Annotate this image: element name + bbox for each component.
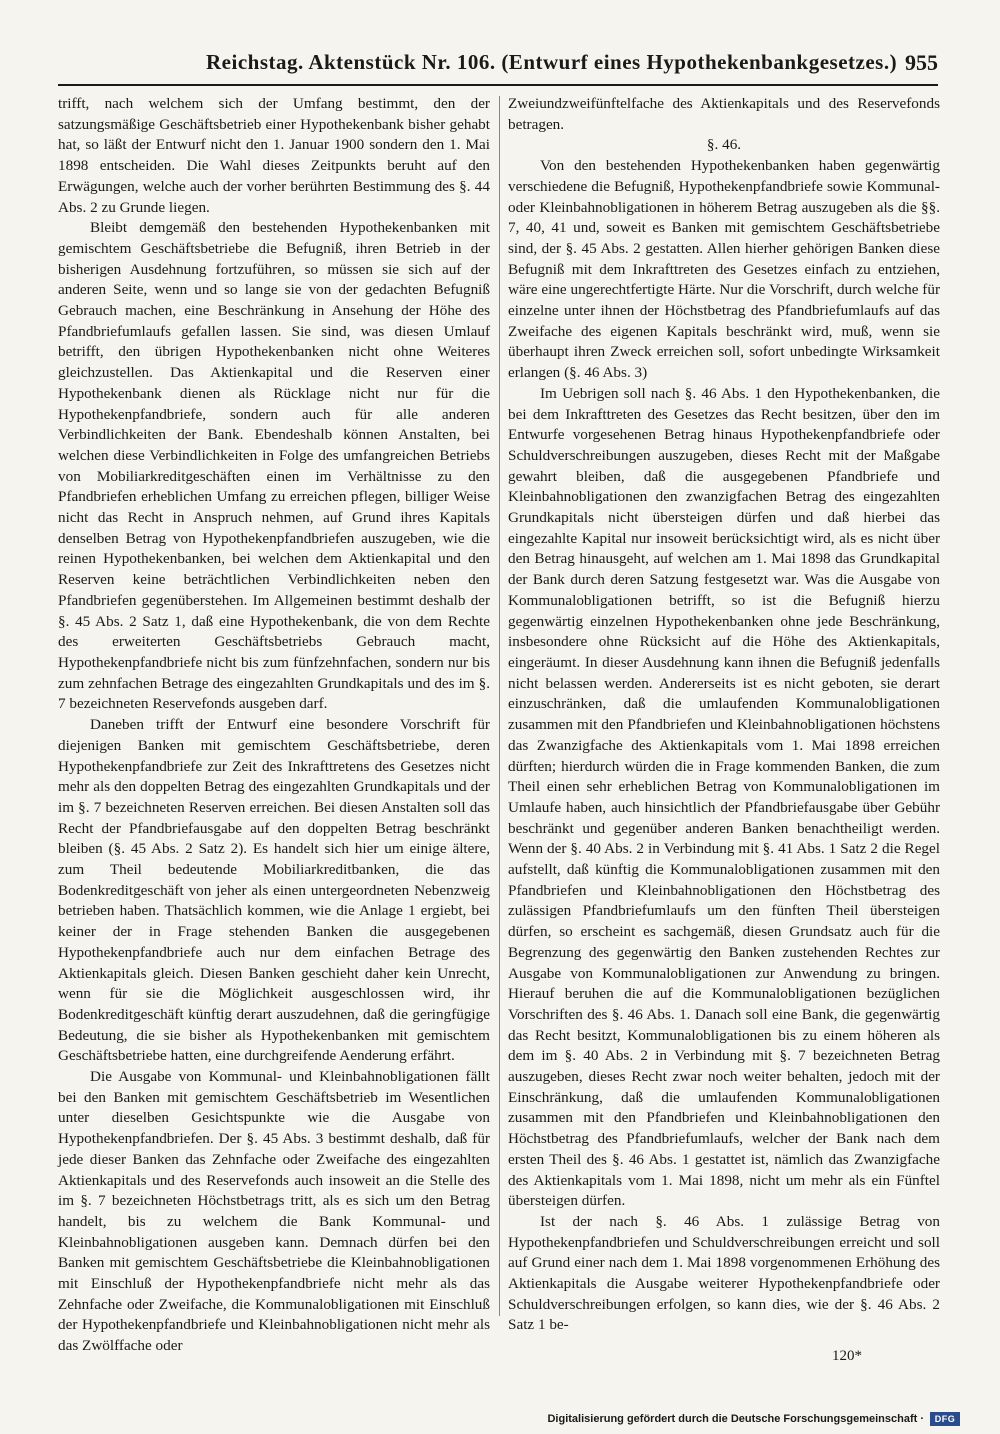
left-column xyxy=(58,94,490,1357)
paragraph: Die Ausgabe von Kommunal- und Kleinbahnobligationen fällt bei den Banken mit gemischtem Geschäftsbetrieb im Wesentlichen unter dieselben Gesichtspunkte wie die Ausgabe von Hypothekenpfandbriefen. Der §. 45 Abs. 3 bestimmt deshalb, daß für jede dieser Banken das Zehnfache oder Zweifache des eingezahlten Aktienkapitals und des Reservefonds auch insoweit an die Stelle des im §. 7 bezeichneten Höchstbetrags tritt, als es sich um den Betrag handelt, bis zu welchem die Bank Kommunal- und Kleinbahnobligationen ausgeben kann. Demnach dürfen bei den Banken mit gemischtem Geschäftsbetriebe die Kleinbahnobligationen mit Einschluß der Hypothekenpfandbriefe nicht mehr als das Zehnfache oder Zweifache, die Kommunalobligationen mit Einschluß der Hypothekenpfandbriefe und Kleinbahnobligationen nicht mehr als das Zwölffache oder xyxy=(58,1068,490,1355)
paragraph: Zweiundzweifünftelfache des Aktienkapitals und des Reservefonds betragen. xyxy=(508,95,940,133)
page-number: 955 xyxy=(905,50,938,75)
footer-text: Digitalisierung gefördert durch die Deutsche Forschungsgemeinschaft · xyxy=(547,1413,924,1425)
paragraph: trifft, nach welchem sich der Umfang bestimmt, den der satzungsmäßige Geschäftsbetrieb einer Hypothekenbank bisher gehabt hat, so läßt der Entwurf nicht den 1. Januar 1900 sondern den 1. Mai 1898 entscheiden. Die Wahl dieses Zeitpunkts beruht auf den Erwägungen, welche auch der vorher berührten Bestimmung des §. 44 Abs. 2 zu Grunde liegen. xyxy=(58,95,490,216)
page-header xyxy=(58,44,938,86)
paragraph: Im Uebrigen soll nach §. 46 Abs. 1 den Hypothekenbanken, die bei dem Inkrafttreten des Gesetzes das Recht besitzen, über den im Entwurfe vorgesehenen Betrag hinaus Hypothekenpfandbriefe oder Schuldverschreibungen auszugeben, dieses Recht mit der Maßgabe gewahrt bleiben, daß die ausgegebenen Pfandbriefe und Kleinbahnobligationen den zwanzigfachen Betrag des eingezahlten Grundkapitals nicht übersteigen dürfen und daß hierbei das eingezahlte Kapital nur insoweit berücksichtigt wird, als es nicht über den Betrag hinausgeht, auf welchen am 1. Mai 1898 das Grundkapital der Bank durch deren Satzung festgesetzt war. Was die Ausgabe von Kommunalobligationen betrifft, so ist die Befugniß hierzu gegenwärtig einzelnen Hypothekenbanken ohne jede Beschränkung, insbesondere ohne Rücksicht auf die Höhe des Aktienkapitals, eingeräumt. In dieser Ausdehnung kann ihnen die Befugniß jedenfalls nicht belassen werden. Andererseits ist es nicht geboten, sie derart einzuschränken, daß die umlaufenden Kommunalobligationen zusammen mit den Pfandbriefen und Kleinbahnobligationen höchstens das Zwanzigfache des Aktienkapitals vom 1. Mai 1898 erreichen dürften; hierdurch würden die in Frage kommenden Banken, die zum Theil einen sehr erheblichen Betrag von Kommunalobligationen im Umlaufe haben, auch hinsichtlich der Pfandbriefausgabe über Gebühr beschränkt und gegenüber anderen Banken benachtheiligt werden. Wenn der §. 40 Abs. 2 in Verbindung mit §. 41 Abs. 1 Satz 2 die Regel aufstellt, daß künftig die Kommunalobligationen zusammen mit den Pfandbriefen und Kleinbahnobligationen den Höchstbetrag des zulässigen Pfandbriefumlaufs um den fünften Theil übersteigen dürfen, so erscheint es sachgemäß, diesen Grundsatz auch für die Begrenzung des gegenwärtig den Banken zustehenden Rechtes zur Ausgabe von Kommunalobligationen zur Anwendung zu bringen. Hierauf beruhen die auf die Kommunalobligationen bezüglichen Vorschriften des §. 46 Abs. 1. Danach soll eine Bank, die gegenwärtig das Recht besitzt, Kommunalobligationen bis zu einem höheren als dem im §. 40 Abs. 2 in Verbindung mit §. 7 bezeichneten Betrag auszugeben, dieses Recht zwar noch weiter behalten, jedoch mit der Einschränkung, daß die umlaufenden Kommunalobligationen zusammen mit den Pfandbriefen und Kleinbahnobligationen den Höchstbetrag des Pfandbriefumlaufs, welcher der Bank nach dem ersten Theil des §. 46 Abs. 1 gestattet ist, nämlich das Zwanzigfache des Aktienkapitals vom 1. Mai 1898, nicht um mehr als ein Fünftel übersteigen dürfen. xyxy=(508,384,940,1210)
signature-mark: 120* xyxy=(832,1348,862,1364)
digitization-footer xyxy=(547,1412,960,1426)
paragraph: Ist der nach §. 46 Abs. 1 zulässige Betrag von Hypothekenpfandbriefen und Schuldverschreibungen erreicht und soll auf Grund einer nach dem 1. Mai 1898 vorgenommenen Erhöhung des Aktienkapitals die Ausgabe weiterer Hypothekenpfandbriefe oder Schuldverschreibungen erfolgen, so kann dies, wie der §. 46 Abs. 2 Satz 1 be- xyxy=(508,1212,940,1334)
right-column xyxy=(508,94,940,1336)
paragraph: Bleibt demgemäß den bestehenden Hypothekenbanken mit gemischtem Geschäftsbetriebe die Befugniß, ihren Betrieb in der bisherigen Ausdehnung fortzuführen, so müssen sie sich auf der anderen Seite, wenn und so lange sie von der gedachten Befugniß Gebrauch machen, eine Beschränkung in Ansehung der Höhe des Pfandbriefumlaufs gefallen lassen. Sie sind, was diesen Umlauf betrifft, den übrigen Hypothekenbanken nicht ohne Weiteres gleichzustellen. Das Aktienkapital und die Reserven einer Hypothekenbank dienen als Rücklage nicht nur für die Hypothekenpfandbriefe, sondern auch für alle anderen Verbindlichkeiten der Bank. Ebendeshalb können Anstalten, bei welchen diese Verbindlichkeiten in Folge des umfangreichen Betriebs von Mobiliarkreditgeschäften einen im Verhältnisse zu den Pfandbriefen erheblichen Umfang zu erreichen pflegen, billiger Weise nicht das Recht in Anspruch nehmen, auf Grund ihres Kapitals denselben Betrag von Hypothekenpfandbriefen auszugeben, wie die reinen Hypothekenbanken, bei welchen dem Aktienkapital und den Reserven keine beträchtlichen Verbindlichkeiten neben den Pfandbriefen gegenüberstehen. Im Allgemeinen bestimmt deshalb der §. 45 Abs. 2 Satz 1, daß eine Hypothekenbank, die von dem Rechte des erweiterten Geschäftsbetriebs Gebrauch macht, Hypothekenpfandbriefe nicht bis zum fünfzehnfachen, sondern nur bis zum zehnfachen Betrage des eingezahlten Grundkapitals und des im §. 7 bezeichneten Reservefonds ausgeben darf. xyxy=(58,219,490,713)
column-divider xyxy=(499,96,500,1316)
paragraph: Daneben trifft der Entwurf eine besondere Vorschrift für diejenigen Banken mit gemischtem Geschäftsbetriebe, deren Hypothekenpfandbriefe zur Zeit des Inkrafttretens des Gesetzes nicht mehr als den doppelten Betrag des eingezahlten Grundkapitals und der im §. 7 bezeichneten Reserven erreichen. Bei diesen Anstalten soll das Recht der Pfandbriefausgabe auf den doppelten Betrag beschränkt bleiben (§. 45 Abs. 2 Satz 2). Es handelt sich hier um einige ältere, zum Theil bedeutende Mobiliarkreditbanken, die das Bodenkreditgeschäft von jeher als einen untergeordneten Nebenzweig betrieben haben. Thatsächlich kommen, wie die Anlage 1 ergiebt, bei keiner der in Frage stehenden Banken die ausgegebenen Hypothekenpfandbriefe auch nur dem einfachen Betrage des Aktienkapitals gleich. Diesen Banken geschieht daher kein Unrecht, wenn für sie die Möglichkeit ausgeschlossen wird, ihr Bodenkreditgeschäft künftig derart auszudehnen, daß die geringfügige Bedeutung, die sie bisher als Hypothekenbanken mit gemischtem Geschäftsbetriebe hatten, eine durchgreifende Aenderung erfährt. xyxy=(58,716,490,1065)
running-title: Reichstag. Aktenstück Nr. 106. (Entwurf eines Hypothekenbankgesetzes.) xyxy=(206,50,898,74)
section-heading: §. 46. xyxy=(706,136,742,154)
paragraph: Von den bestehenden Hypothekenbanken haben gegenwärtig verschiedene die Befugniß, Hypothekenpfandbriefe sowie Kommunal- oder Kleinbahnobligationen in höherem Betrag auszugeben als die §§. 7, 40, 41 und, soweit es Banken mit gemischtem Geschäftsbetriebe sind, der §. 45 Abs. 2 gestatten. Allen hierher gehörigen Banken diese Befugniß mit dem Inkrafttreten des Gesetzes einfach zu entziehen, wäre eine ungerechtfertigte Härte. Nur die Vorschrift, durch welche für einzelne unter ihnen der Höchstbetrag des Pfandbriefumlaufs auf das Zweifache des eigenen Kapitals beschränkt wird, muß, wenn sie überhaupt ihren Zweck erreichen soll, sofort unbedingte Wirksamkeit erlangen (§. 46 Abs. 3) xyxy=(508,157,940,382)
dfg-logo: DFG xyxy=(930,1412,960,1426)
